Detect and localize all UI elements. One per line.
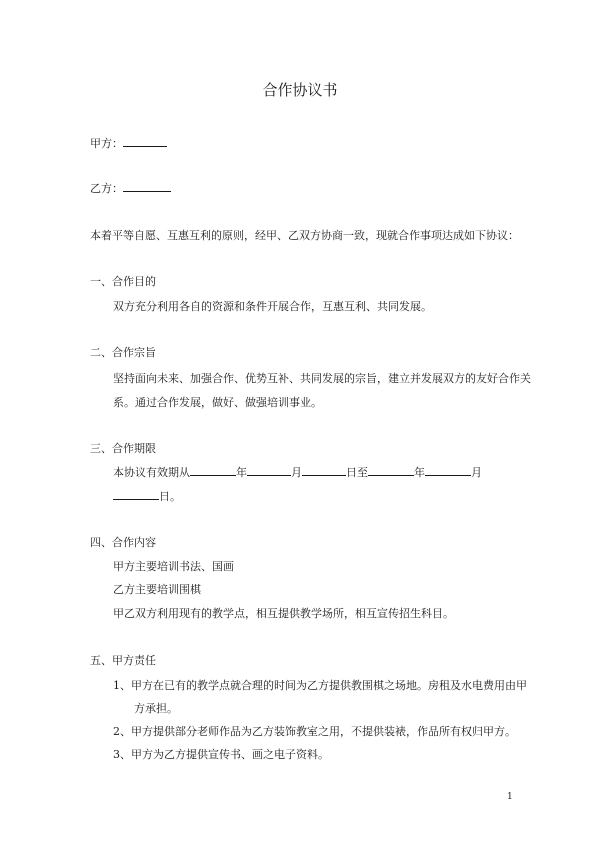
- unit-year-2: 年: [414, 466, 425, 479]
- unit-day-to: 日至: [346, 466, 368, 479]
- term-line-2: [113, 489, 181, 504]
- section-3-heading: 三、合作期限: [90, 442, 156, 455]
- section-4-heading: 四、合作内容: [90, 536, 156, 549]
- section-4-line: 甲乙双方利用现有的教学点，相互提供教学场所，相互宣传招生科目。: [113, 607, 454, 620]
- section-2-heading: 二、合作宗旨: [90, 346, 156, 359]
- section-5-line: 2、甲方提供部分老师作品为乙方装饰教室之用，不提供装裱，作品所有权归甲方。: [113, 725, 516, 738]
- section-1-line: 双方充分利用各自的资源和条件开展合作，互惠互利、共同发展。: [113, 300, 432, 313]
- section-4-line: 甲方主要培训书法、国画: [113, 560, 234, 573]
- end-year-blank: [368, 465, 414, 476]
- section-4-line: 乙方主要培训围棋: [113, 583, 201, 596]
- document-title: 合作协议书: [262, 81, 338, 99]
- section-2-line: 系。通过合作发展，做好、做强培训事业。: [113, 396, 322, 409]
- start-month-blank: [247, 465, 291, 476]
- party-a-line: [90, 136, 167, 151]
- section-5-line: 1、甲方在已有的教学点就合理的时间为乙方提供教围棋之场地。房租及水电费用由甲: [113, 679, 527, 692]
- term-line: [113, 465, 482, 480]
- unit-year: 年: [236, 466, 247, 479]
- section-2-line: 坚持面向未来、加强合作、优势互补、共同发展的宗旨，建立并发展双方的友好合作关: [113, 372, 531, 385]
- party-b-label: 乙方：: [90, 182, 123, 195]
- page-number: 1: [507, 792, 513, 802]
- start-day-blank: [302, 465, 346, 476]
- unit-day-end: 日。: [159, 490, 181, 503]
- section-1-heading: 一、合作目的: [90, 275, 156, 288]
- unit-month-2: 月: [471, 466, 482, 479]
- start-year-blank: [190, 465, 236, 476]
- term-prefix: 本协议有效期从: [113, 466, 190, 479]
- section-5-line: 3、甲方为乙方提供宣传书、画之电子资料。: [113, 748, 329, 761]
- party-a-blank: [123, 136, 167, 147]
- end-day-blank: [113, 489, 159, 500]
- unit-month: 月: [291, 466, 302, 479]
- section-5-heading: 五、甲方责任: [90, 654, 156, 667]
- intro-paragraph: 本着平等自愿、互惠互利的原则，经甲、乙双方协商一致，现就合作事项达成如下协议：: [90, 229, 519, 242]
- party-a-label: 甲方：: [90, 137, 123, 150]
- party-b-line: [90, 181, 171, 196]
- party-b-blank: [123, 181, 171, 192]
- section-5-line: 方承担。: [134, 702, 178, 715]
- end-month-blank: [425, 465, 471, 476]
